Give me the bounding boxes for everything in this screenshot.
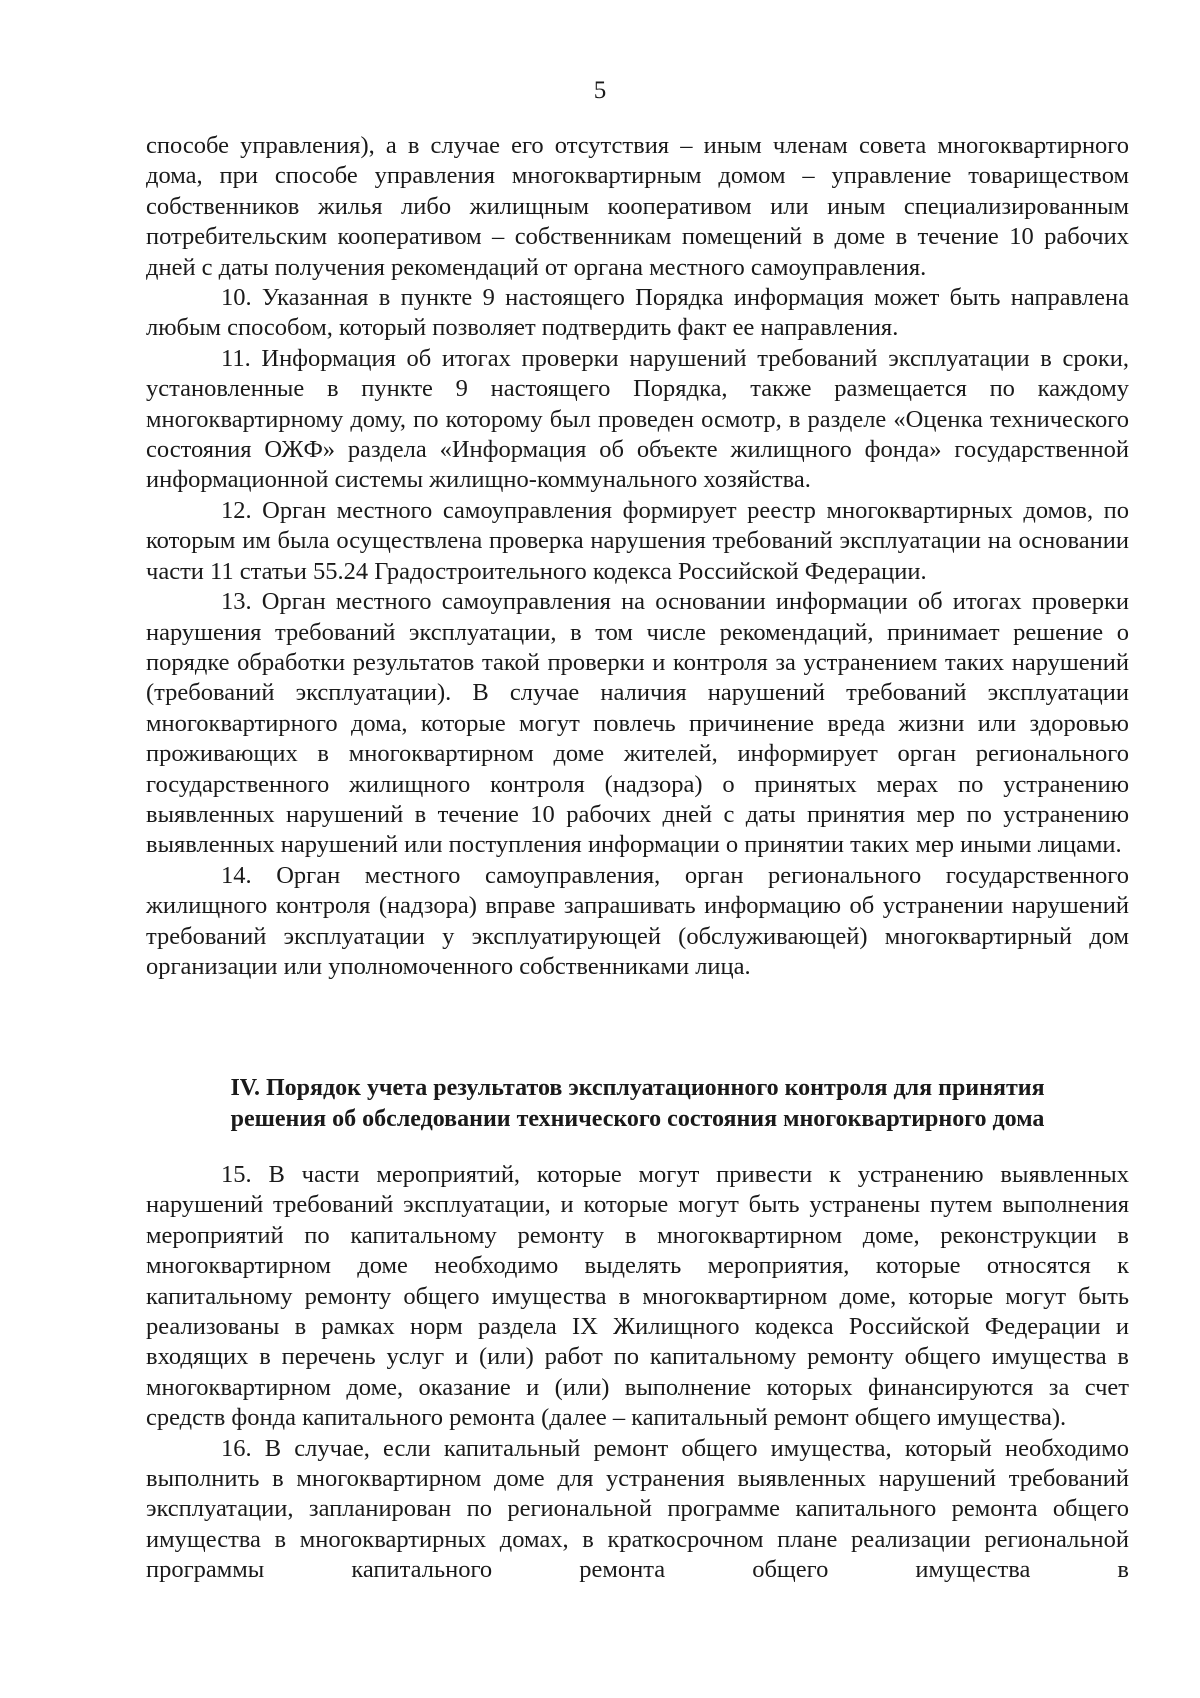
page-number: 5 xyxy=(593,77,607,104)
paragraph-15: 15. В части мероприятий, которые могут привести к устранению выявленных нарушений требований эксплуатации, и которые могут быть устранены путем выполнения мероприятий по капитальному ремонту в многоквартирном доме, реконструкции в многоквартирном доме необходимо выделять мероприятия, которые относятся к капитальному ремонту общего имущества в многоквартирном доме, которые могут быть реализованы в рамках норм раздела IX Жилищного кодекса Российской Федерации и входящих в перечень услуг и (или) работ по капитальному ремонту общего имущества в многоквартирном доме, оказание и (или) выполнение которых финансируются за счет средств фонда капитального ремонта (далее – капитальный ремонт общего имущества). xyxy=(146,1161,1129,1432)
paragraph-10: 10. Указанная в пункте 9 настоящего Порядка информация может быть направлена любым способом, который позволяет подтвердить факт ее направления. xyxy=(146,284,1129,342)
paragraph-12: 12. Орган местного самоуправления формирует реестр многоквартирных домов, по которым им была осуществлена проверка нарушения требований эксплуатации на основании части 11 статьи 55.24 Градостроительного кодекса Российской Федерации. xyxy=(146,496,1129,585)
paragraph-14: 14. Орган местного самоуправления, орган регионального государственного жилищного контроля (надзора) вправе запрашивать информацию об устранении нарушений требований эксплуатации у эксплуатирующей (обслуживающей) многоквартирный дом организации или уполномоченного собственниками лица. xyxy=(146,861,1129,980)
paragraph-11: 11. Информация об итогах проверки нарушений требований эксплуатации в сроки, установленные в пункте 9 настоящего Порядка, также размещается по каждому многоквартирному дому, по которому был проведен осмотр, в разделе «Оценка технического состояния ОЖФ» раздела «Информация об объекте жилищного фонда» государственной информационной системы жилищно-коммунального хозяйства. xyxy=(146,344,1129,494)
body-text-top xyxy=(146,131,1129,982)
paragraph-13: 13. Орган местного самоуправления на основании информации об итогах проверки нарушения требований эксплуатации, в том числе рекомендаций, принимает решение о порядке обработки результатов такой проверки и контроля за устранением таких нарушений (требований эксплуатации). В случае наличия нарушений требований эксплуатации многоквартирного дома, которые могут повлечь причинение вреда жизни или здоровью проживающих в многоквартирном доме жителей, информирует орган регионального государственного жилищного контроля (надзора) о принятых мерах по устранению выявленных нарушений в течение 10 рабочих дней с даты принятия мер по устранению выявленных нарушений или поступления информации о принятии таких мер иными лицами. xyxy=(146,588,1129,859)
paragraph-continuation: способе управления), а в случае его отсутствия – иным членам совета многоквартирного дома, при способе управления многоквартирным домом – управление товариществом собственников жилья либо жилищным кооперативом или иным специализированным потребительским кооперативом – собственникам помещений в доме в течение 10 рабочих дней с даты получения рекомендаций от органа местного самоуправления. xyxy=(146,132,1129,281)
body-text-bottom xyxy=(146,1160,1129,1586)
section-heading-line-2: решения об обследовании технического состояния многоквартирного дома xyxy=(230,1106,1045,1132)
section-heading xyxy=(146,1073,1129,1135)
section-heading-line-1: IV. Порядок учета результатов эксплуатационного контроля для принятия xyxy=(230,1075,1045,1101)
paragraph-16: 16. В случае, если капитальный ремонт общего имущества, который необходимо выполнить в многоквартирном доме для устранения выявленных нарушений требований эксплуатации, запланирован по региональной программе капитального ремонта общего имущества в многоквартирных домах, в краткосрочном плане реализации региональной программы капитального ремонта общего имущества в xyxy=(146,1434,1129,1584)
